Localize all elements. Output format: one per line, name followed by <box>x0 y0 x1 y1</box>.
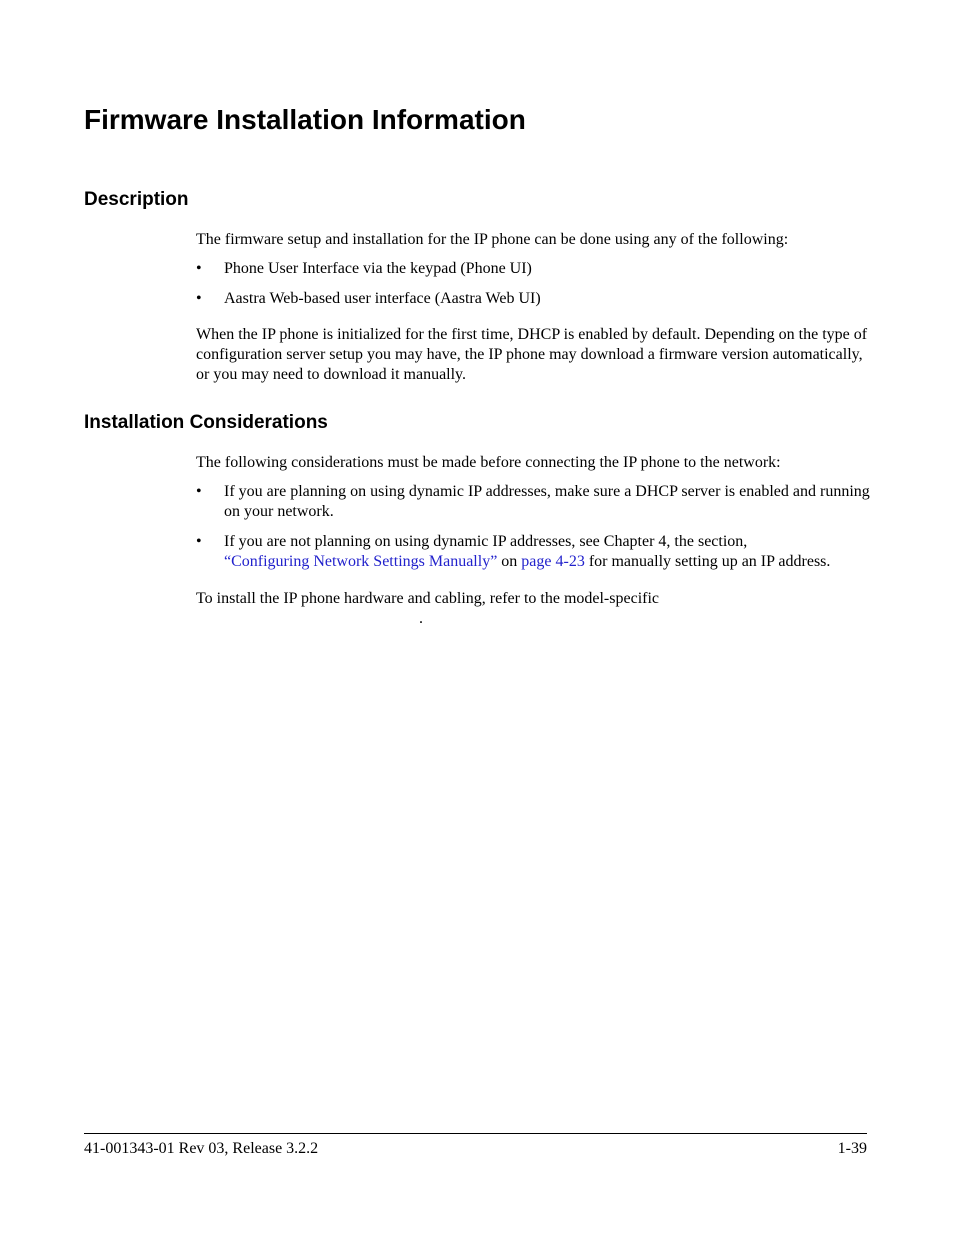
footer-doc-id: 41-001343-01 Rev 03, Release 3.2.2 <box>84 1140 319 1157</box>
bullet-icon: • <box>196 533 202 550</box>
closing-paragraph: To install the IP phone hardware and cabling, refer to the model-specific <box>196 590 660 607</box>
list-item-text <box>224 532 876 572</box>
list-item-text: Phone User Interface via the keypad (Phone UI) <box>224 260 532 277</box>
page-title: Firmware Installation Information <box>84 104 526 135</box>
list-item-text: Aastra Web-based user interface (Aastra Web UI) <box>224 290 541 307</box>
bullet-icon: • <box>196 260 202 277</box>
bullet-icon: • <box>196 290 202 307</box>
section-heading-installation-considerations: Installation Considerations <box>84 412 328 433</box>
footer-divider <box>84 1133 867 1134</box>
section-heading-description: Description <box>84 189 189 210</box>
list-item-text: If you are planning on using dynamic IP addresses, make sure a DHCP server is enabled and running on your network. <box>224 483 870 520</box>
description-paragraph: When the IP phone is initialized for the first time, DHCP is enabled by default. Depending on the type of configuration server setup you may have, the IP phone may download a firmware version automatically, or you may need to download it manually. <box>196 326 868 383</box>
considerations-intro: The following considerations must be made before connecting the IP phone to the network: <box>196 454 781 471</box>
connector-text: on <box>497 553 522 570</box>
link-configuring-network-settings[interactable]: “Configuring Network Settings Manually” <box>224 553 498 570</box>
list-item-text-prefix: If you are not planning on using dynamic IP addresses, see Chapter 4, the section, <box>224 533 748 550</box>
closing-period: . <box>419 610 423 627</box>
footer-page-number: 1-39 <box>837 1140 867 1157</box>
description-intro: The firmware setup and installation for the IP phone can be done using any of the following: <box>196 231 789 248</box>
list-item-text-line2 <box>224 553 830 570</box>
link-page-4-23[interactable]: page 4-23 <box>521 553 585 570</box>
bullet-icon: • <box>196 483 202 500</box>
list-item-text-suffix: for manually setting up an IP address. <box>584 553 831 570</box>
